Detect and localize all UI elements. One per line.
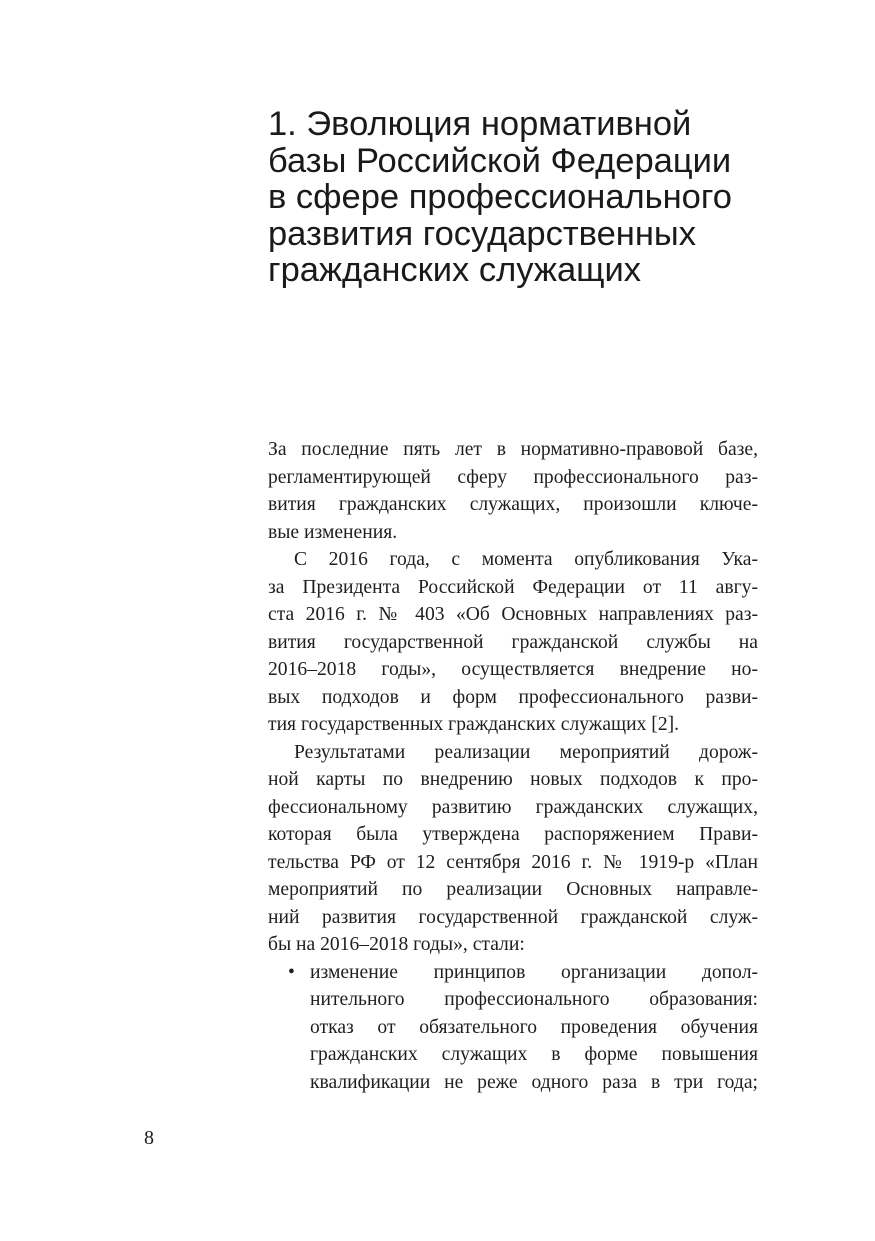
chapter-title-line: развития государственных	[268, 214, 696, 253]
text-line: ний развития государственной гражданской служ-	[268, 906, 758, 928]
text-line: 2016–2018 годы», осуществляется внедрение но-	[268, 659, 758, 680]
text-line: тия государственных гражданских служащих [2].	[268, 714, 680, 735]
text-line: фессиональному развитию гражданских служащих,	[268, 796, 758, 818]
text-line: которая была утверждена распоряжением Прави-	[268, 824, 758, 845]
bullet-item	[268, 959, 758, 1097]
page-number: 8	[144, 1127, 154, 1149]
paragraph-results	[268, 739, 758, 959]
text-line: С 2016 года, с момента опубликования Ука-	[294, 549, 758, 570]
text-line: нительного профессионального образования:	[310, 989, 758, 1010]
text-line: квалификации не реже одного раза в три года;	[310, 1071, 758, 1093]
chapter-title-line: 1. Эволюция нормативной	[268, 105, 692, 143]
text-line: мероприятий по реализации Основных направле-	[268, 879, 758, 900]
text-line: вития государственной гражданской службы на	[268, 631, 758, 653]
chapter-title	[268, 106, 788, 289]
paragraph-intro	[268, 436, 758, 546]
text-line: Результатами реализации мероприятий дорож-	[294, 741, 758, 763]
text-line: за Президента Российской Федерации от 11 авгу-	[268, 576, 758, 598]
text-line: тельства РФ от 12 сентября 2016 г. № 1919-р «План	[268, 851, 758, 873]
bullet-list	[268, 959, 758, 1097]
text-line: бы на 2016–2018 годы», стали:	[268, 934, 525, 955]
chapter-title-line: гражданских служащих	[268, 251, 642, 289]
text-line: регламентирующей сферу профессионального раз-	[268, 466, 758, 488]
text-line: отказ от обязательного проведения обучения	[310, 1016, 758, 1038]
text-line: вития гражданских служащих, произошли ключе-	[268, 494, 758, 515]
text-line: вые изменения.	[268, 521, 398, 543]
text-line: За последние пять лет в нормативно-правовой базе,	[268, 439, 758, 460]
chapter-title-line: базы Российской Федерации	[268, 141, 732, 180]
text-line: изменение принципов организации допол-	[310, 961, 758, 983]
text-line: ной карты по внедрению новых подходов к про-	[268, 769, 758, 790]
paragraph-decree	[268, 546, 758, 739]
bullet-marker: •	[288, 961, 295, 983]
text-line: ста 2016 г. № 403 «Об Основных направлениях раз-	[268, 604, 758, 625]
text-line: вых подходов и форм профессионального разви-	[268, 686, 758, 708]
chapter-title-line: в сфере профессионального	[268, 178, 732, 216]
body-text	[268, 436, 758, 1096]
text-line: гражданских служащих в форме повышения	[310, 1044, 758, 1065]
